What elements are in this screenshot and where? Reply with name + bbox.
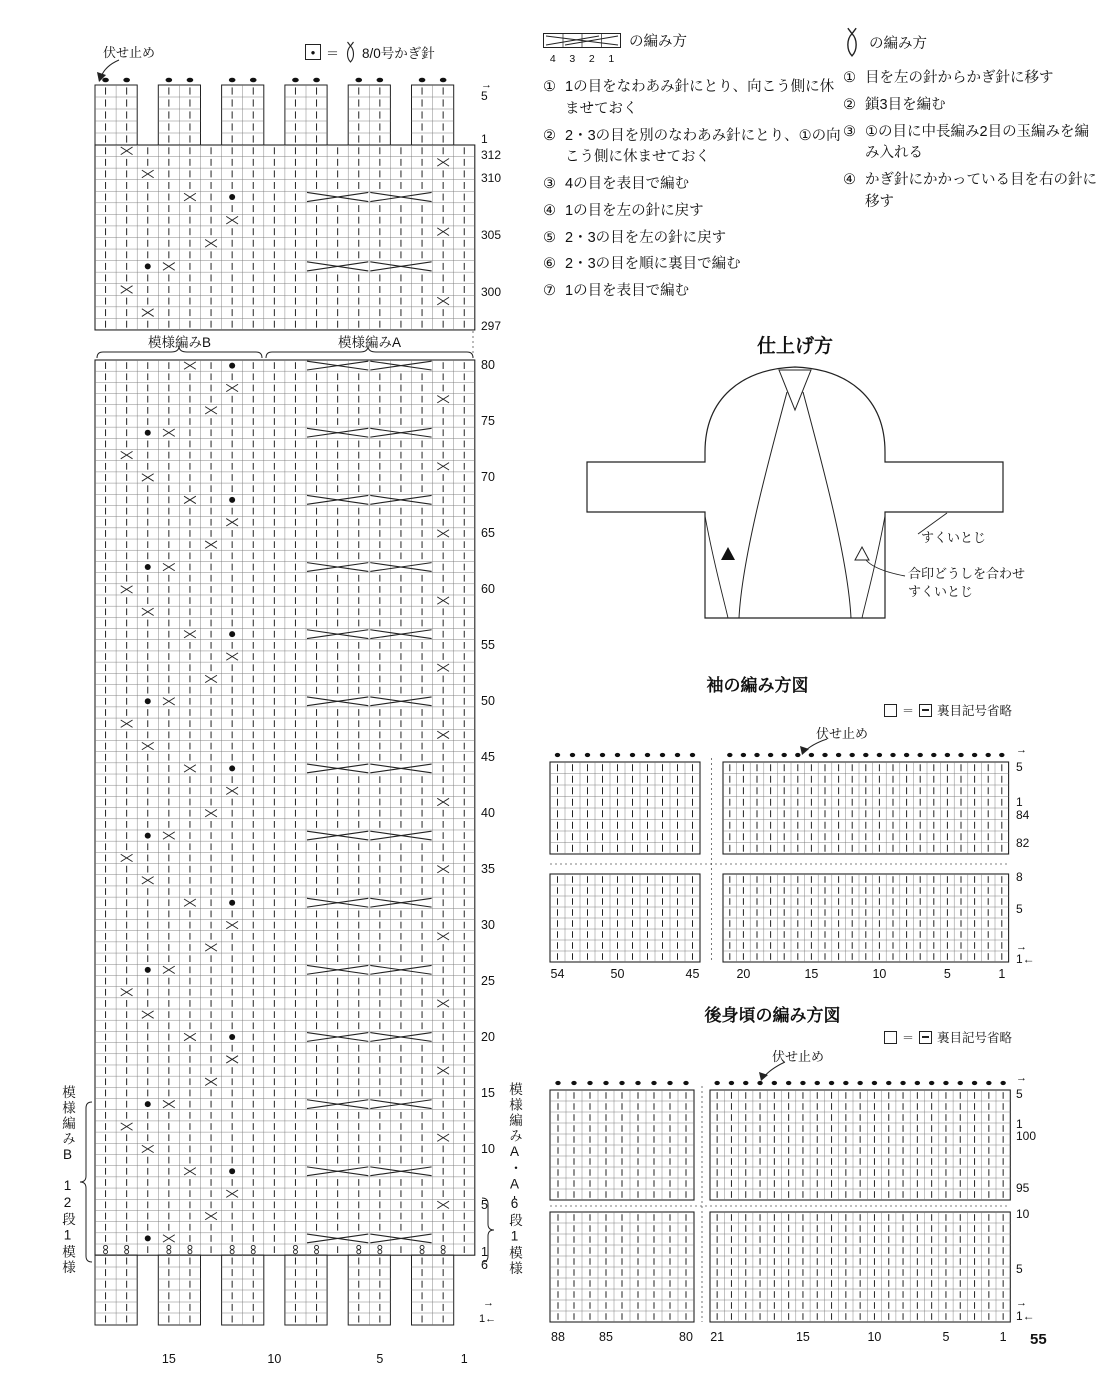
row-number: 1← xyxy=(1016,1309,1035,1323)
instruction-step xyxy=(543,201,845,223)
instruction-step xyxy=(543,254,845,276)
row-number: 15 xyxy=(481,1086,495,1100)
stitch-number: 10 xyxy=(872,967,887,981)
stitch-number: 15 xyxy=(804,967,819,981)
page-number: 55 xyxy=(1030,1331,1047,1348)
cable-instructions xyxy=(543,30,845,308)
pattern-a-label: 模様編みA xyxy=(337,335,401,350)
stitch-number: 3 xyxy=(569,53,576,65)
row-number: 60 xyxy=(481,582,495,596)
row-number: 25 xyxy=(481,974,495,988)
stitch-number: 15 xyxy=(795,1330,810,1344)
step-number: ⑥ xyxy=(543,256,556,273)
symbol-stitch-numbers xyxy=(543,53,621,65)
equals-sign: ＝ xyxy=(326,45,340,61)
match-marker-filled xyxy=(721,547,735,560)
main-chart-top xyxy=(95,60,501,359)
instruction-step xyxy=(843,95,1100,117)
row-number: 5 xyxy=(1016,1087,1023,1101)
bind-off-label-back: 伏せ止め xyxy=(772,1049,825,1064)
row-number: 10 xyxy=(481,1142,495,1156)
purl-dash xyxy=(922,1036,929,1038)
stitch-number: 85 xyxy=(599,1330,613,1344)
instruction-step xyxy=(843,170,1100,214)
row-number: 297 xyxy=(481,319,502,333)
sleeve-chart xyxy=(550,739,1035,981)
step-text: 目を左の針からかぎ針に移す xyxy=(865,70,1054,86)
bobble-instructions-header xyxy=(843,26,1100,58)
cable-instructions-header xyxy=(543,30,845,51)
step-text: 2・3の目を左の針に戻す xyxy=(565,229,727,246)
row-number: 1 xyxy=(481,1245,488,1259)
pattern-b-label: 模様編みB xyxy=(147,335,211,350)
stitch-number: 1 xyxy=(608,53,615,65)
equals-sign: ＝ xyxy=(902,703,915,718)
main-chart xyxy=(80,358,496,1366)
purl-symbol-box xyxy=(919,704,932,717)
bobble-instructions xyxy=(843,26,1100,219)
row-number: 70 xyxy=(481,470,495,484)
bind-off-label-main: 伏せ止め xyxy=(103,45,156,60)
crochet-legend xyxy=(305,41,435,63)
row-number: 35 xyxy=(481,862,495,876)
back-legend xyxy=(884,1028,1012,1046)
row-number: 1 xyxy=(481,132,488,146)
dot-symbol: ● xyxy=(310,47,316,57)
row-number: 5 xyxy=(1016,1262,1023,1276)
row-number: 6 xyxy=(481,1258,488,1272)
row-number: 84 xyxy=(1016,808,1030,822)
back-chart xyxy=(550,1062,1036,1344)
stitch-number: 54 xyxy=(550,967,565,981)
legend-text: 8/0号かぎ針 xyxy=(362,46,435,61)
row-number: 55 xyxy=(481,638,495,652)
instruction-step xyxy=(543,77,845,121)
row-number: 1 xyxy=(1016,1117,1023,1131)
side-label-pattern-a: 模様編みA・A' xyxy=(507,1082,522,1211)
back-chart-title: 後身頃の編み方図 xyxy=(704,1006,841,1025)
row-number: 50 xyxy=(481,694,495,708)
row-number: 310 xyxy=(481,171,502,185)
step-number: ⑤ xyxy=(543,229,556,246)
row-number: 80 xyxy=(481,358,495,372)
row-number: 5 xyxy=(1016,760,1023,774)
step-text: 1の目を左の針に戻す xyxy=(565,202,704,219)
instruction-step xyxy=(843,122,1100,166)
stitch-number: 1 xyxy=(998,967,1006,981)
row-number: → xyxy=(1016,1297,1027,1309)
row-number: → xyxy=(481,79,492,91)
stitch-number: 5 xyxy=(942,1330,950,1344)
step-number: ⑦ xyxy=(543,283,556,299)
legend-text: 裏目記号省略 xyxy=(937,704,1013,718)
step-number: ④ xyxy=(543,202,556,219)
knit-symbol-box xyxy=(884,704,897,717)
stitch-number: 10 xyxy=(267,1352,282,1366)
step-number: ④ xyxy=(843,172,856,188)
match-marks-label-line2: すくいとじ xyxy=(908,583,974,599)
step-text: 1の目をなわあみ針にとり、向こう側に休ませておく xyxy=(565,79,835,117)
step-number: ① xyxy=(843,70,856,86)
legend-text: 裏目記号省略 xyxy=(937,1031,1013,1045)
row-number: 95 xyxy=(1016,1181,1030,1195)
row-number: 30 xyxy=(481,918,495,932)
side-label-12rows: 12段1模様 xyxy=(60,1178,75,1276)
row-number: 100 xyxy=(1016,1129,1037,1143)
stitch-number: 20 xyxy=(736,967,751,981)
row-number: 40 xyxy=(481,806,495,820)
match-marker-open xyxy=(855,547,869,560)
row-number: 305 xyxy=(481,228,502,242)
match-marks-label xyxy=(908,565,1025,600)
match-marks-label-line1: 合印どうしを合わせ xyxy=(908,566,1026,581)
stitch-number: 21 xyxy=(710,1330,725,1344)
seam-label: すくいとじ xyxy=(921,530,987,545)
direction-arrow: → xyxy=(483,1297,494,1309)
step-text: 鎖3目を編む xyxy=(865,96,946,113)
stitch-number: 50 xyxy=(610,967,625,981)
instruction-step xyxy=(543,126,845,170)
step-number: ② xyxy=(843,96,856,113)
row-number: 20 xyxy=(481,1030,495,1044)
row-number: 8 xyxy=(1016,870,1023,884)
instruction-step xyxy=(543,174,845,196)
step-number: ③ xyxy=(843,123,856,140)
row-number: 312 xyxy=(481,148,502,162)
stitch-number: 1 xyxy=(460,1352,468,1366)
howto-title: の編み方 xyxy=(629,34,687,50)
step-number: ② xyxy=(543,127,556,144)
direction-arrow: 1← xyxy=(479,1313,497,1325)
row-number: 75 xyxy=(481,414,495,428)
cable-steps xyxy=(543,77,845,303)
row-number: 1 xyxy=(1016,795,1023,809)
row-number: → xyxy=(1016,1072,1027,1084)
stitch-number: 88 xyxy=(551,1330,565,1344)
purl-symbol-box xyxy=(919,1031,932,1044)
step-text: 4の目を表目で編む xyxy=(565,176,690,192)
row-number: 5 xyxy=(1016,902,1023,916)
bind-off-label-sleeve: 伏せ止め xyxy=(816,726,869,741)
row-number: 10 xyxy=(1016,1207,1030,1221)
bobble-steps xyxy=(843,68,1100,214)
equals-sign: ＝ xyxy=(902,1030,915,1045)
finishing-title: 仕上げ方 xyxy=(756,336,833,357)
stitch-number: 15 xyxy=(161,1352,176,1366)
step-text: 2・3の目を順に裏目で編む xyxy=(565,256,741,273)
row-number: 300 xyxy=(481,285,502,299)
step-text: かぎ針にかかっている目を右の針に移す xyxy=(865,172,1097,210)
instruction-step xyxy=(543,228,845,250)
sleeve-chart-title: 袖の編み方図 xyxy=(706,676,809,695)
stitch-number: 10 xyxy=(867,1330,882,1344)
stitch-number: 2 xyxy=(588,53,595,65)
row-number: 5 xyxy=(481,89,488,103)
bobble-symbol-icon xyxy=(344,41,357,63)
step-number: ③ xyxy=(543,176,556,192)
row-number: 5 xyxy=(481,1198,488,1212)
sleeve-legend xyxy=(884,701,1012,719)
row-number: → xyxy=(1016,744,1027,756)
instruction-step xyxy=(843,68,1100,90)
row-number: 1← xyxy=(1016,952,1035,966)
instruction-step xyxy=(543,281,845,303)
bobble-symbol-icon xyxy=(843,26,861,58)
side-label-6rows: 6段1模様 xyxy=(507,1196,522,1277)
stitch-number: 45 xyxy=(685,967,700,981)
step-text: 2・3の目を別のなわあみ針にとり、①の向こう側に休ませておく xyxy=(565,127,841,166)
row-number: 82 xyxy=(1016,836,1030,850)
stitch-number: 5 xyxy=(376,1352,384,1366)
step-text: 1の目を表目で編む xyxy=(565,283,690,299)
purl-dash xyxy=(922,709,929,711)
row-number: 65 xyxy=(481,526,495,540)
step-text: ①の目に中長編み2目の玉編みを編み入れる xyxy=(865,123,1090,162)
side-label-pattern-b: 模様編みB xyxy=(60,1085,75,1164)
stitch-number: 80 xyxy=(679,1330,693,1344)
row-number: → xyxy=(1016,941,1027,953)
cable-symbol-icon xyxy=(543,33,621,48)
step-number: ① xyxy=(543,79,556,95)
bobble-symbol-box xyxy=(305,44,321,60)
stitch-number: 1 xyxy=(999,1330,1007,1344)
stitch-number: 4 xyxy=(549,53,556,65)
knit-symbol-box xyxy=(884,1031,897,1044)
row-number: 45 xyxy=(481,750,495,764)
stitch-number: 5 xyxy=(943,967,951,981)
howto-title: の編み方 xyxy=(869,35,927,52)
